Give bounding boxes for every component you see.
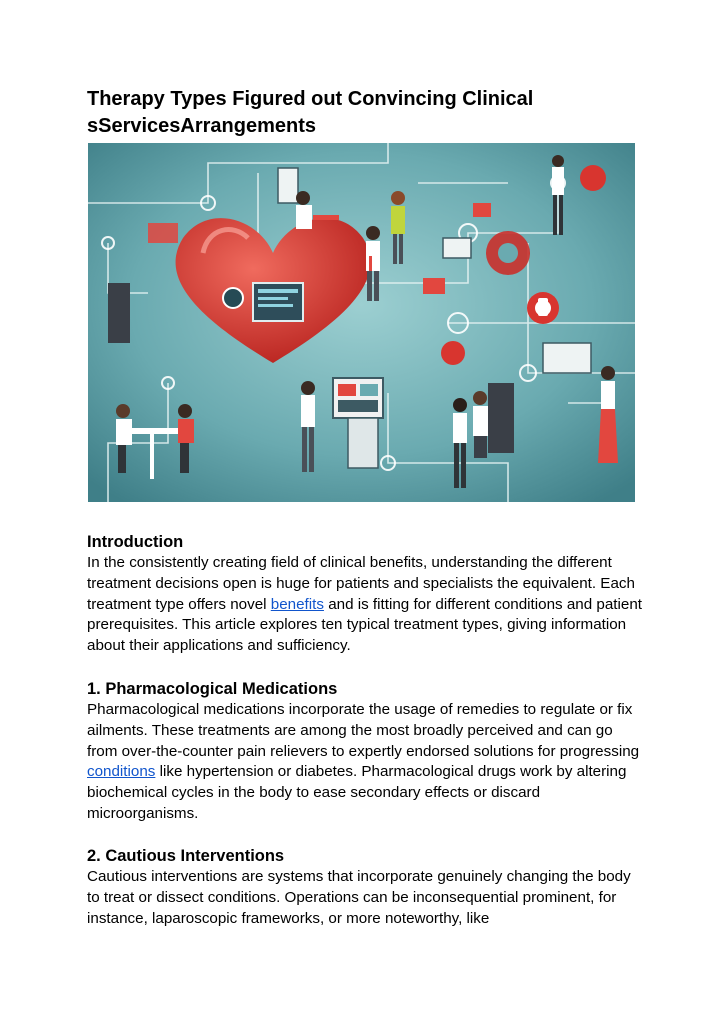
- hero-illustration: [88, 143, 635, 502]
- section1-heading: 1. Pharmacological Medications: [87, 680, 338, 698]
- section2-paragraph: Cautious interventions are systems that incorporate genuinely changing the body to treat or dissect conditions. Operations can be inconsequential prominent, for instance, laparoscopic frameworks, or more noteworthy, like: [87, 868, 631, 927]
- page-title: Therapy Types Figured out Convincing Clinical sServicesArrangements: [87, 88, 534, 137]
- intro-paragraph: In the consistently creating field of clinical benefits, understanding the different treatment decisions open is huge for patients and specialists the equivalent. Each treatment type offers novel benefits and is fitting for different conditions and patient prerequisites. This article explores ten typical treatment types, giving information about their applications and sufficiency.: [87, 554, 642, 655]
- benefits-link[interactable]: benefits: [270, 595, 324, 613]
- section1-paragraph: Pharmacological medications incorporate the usage of remedies to regulate or fix ailments. These treatments are among the most broadly perceived and can go from over-the-counter pain relievers to expertly endorsed solutions for progressing conditions like hypertension or diabetes. Pharmacological drugs work by altering biochemical cycles in the body to ease secondary effects or discard microorganisms.: [87, 701, 640, 822]
- conditions-link[interactable]: conditions: [87, 763, 156, 781]
- section2-heading: 2. Cautious Interventions: [87, 847, 285, 865]
- intro-heading: Introduction: [87, 533, 184, 551]
